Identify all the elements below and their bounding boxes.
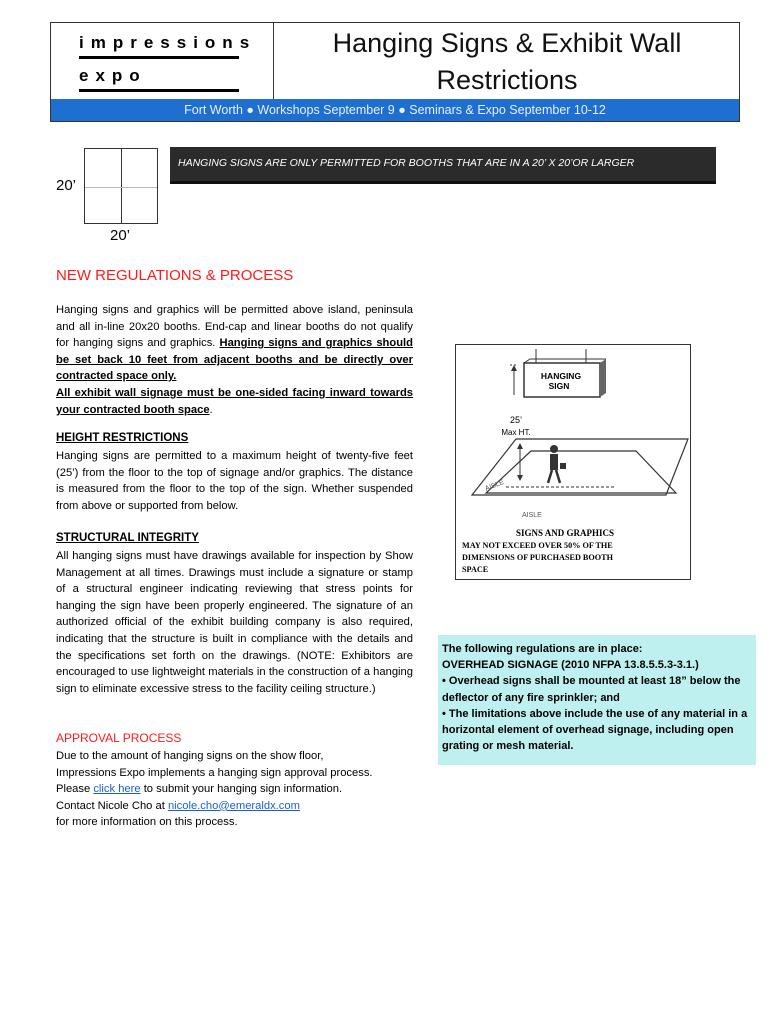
booth-size-notice: HANGING SIGNS ARE ONLY PERMITTED FOR BOOTHS THAT ARE IN A 20’ X 20’OR LARGER CONFIGURATION <box>170 147 716 184</box>
approval-line-4-pre: Contact Nicole Cho at <box>56 799 168 812</box>
booth-divider-vertical <box>121 149 122 223</box>
regulation-item-1: • Overhead signs shall be mounted at least 18” below the deflector of any fire sprinkler; and <box>442 675 741 704</box>
section-heading-new-regulations: NEW REGULATIONS & PROCESS <box>56 267 294 284</box>
logo-rule-bottom <box>79 89 239 92</box>
new-regulations-paragraph <box>56 302 413 418</box>
header <box>50 22 740 122</box>
approval-paragraph <box>56 748 436 831</box>
logo-text-impressions: impressions <box>79 33 257 52</box>
regulation-item-2: • The limitations above include the use of any material in a horizontal element of overhead signage, including open grating or mesh material. <box>442 707 748 753</box>
hanging-sign-figure <box>455 344 691 580</box>
section-heading-approval: APPROVAL PROCESS <box>56 731 182 745</box>
approval-line-3-post: to submit your hanging sign information. <box>140 783 343 796</box>
height-sublabel: Max HT. <box>501 428 531 437</box>
hanging-sign-illustration <box>456 345 690 579</box>
booth-diagram <box>84 148 158 224</box>
figure-caption-3: DIMENSIONS OF PURCHASED BOOTH <box>462 553 613 562</box>
figure-caption-2: MAY NOT EXCEED OVER 50% OF THE <box>462 541 613 550</box>
contact-email-link[interactable]: nicole.cho@emeraldx.com <box>167 799 300 812</box>
sign-label-2: SIGN <box>548 381 570 391</box>
header-divider <box>273 23 274 99</box>
approval-line-5: for more information on this process. <box>56 816 238 829</box>
section-heading-height: HEIGHT RESTRICTIONS <box>56 432 189 444</box>
aisle-label-side: AISLE <box>484 478 506 493</box>
booth-divider-horizontal <box>85 187 157 188</box>
wall-signage-rule: All exhibit wall signage must be one-sided facing inward towards your contracted booth space <box>56 386 413 416</box>
regulations-intro: The following regulations are in place: <box>442 643 643 655</box>
structural-paragraph: All hanging signs must have drawings available for inspection by Show Management at all times. Drawings must include a signature or stamp of a structural engineer indicating reviewing that stress points for hanging the sign have been properly engineered. The signature of an authorized official of the exhibit building company is also required, indicating that the structure is built in compliance with the details and the specifications set forth on the drawings. (NOTE: Exhibitors are encouraged to use lightweight materials in the construction of a hanging sign to eliminate excessive stress to the facility ceiling structure.) <box>56 550 413 695</box>
regulations-box <box>438 635 756 765</box>
logo-text-expo: expo <box>79 66 147 85</box>
approval-line-3-pre: Please <box>56 783 94 796</box>
regulations-code: OVERHEAD SIGNAGE (2010 NFPA 13.8.5.5.3-3.1.) <box>442 659 699 672</box>
setback-rule: Hanging signs and graphics should be set back 10 feet from adjacent booths and be directly over contracted space only. <box>56 337 413 383</box>
sign-label-1: HANGING <box>540 371 582 381</box>
section-heading-structural: STRUCTURAL INTEGRITY <box>56 532 199 544</box>
height-label: 25’ <box>509 415 523 425</box>
aisle-label-bottom: AISLE <box>522 512 542 519</box>
event-banner: Fort Worth ● Workshops September 9 ● Seminars & Expo September 10-12 <box>51 99 739 121</box>
approval-line-2: Impressions Expo implements a hanging sign approval process. <box>56 766 373 779</box>
logo-rule <box>79 56 239 59</box>
page-title <box>275 25 739 99</box>
approval-line-3 <box>56 781 436 798</box>
booth-dimension-side: 20’ <box>56 177 77 194</box>
height-paragraph: Hanging signs are permitted to a maximum height of twenty-five feet (25’) from the floor to the top of signage and/or graphics. The distance is measured from the floor to the top of the sign. Whether suspended from above or supported from below. <box>56 450 413 512</box>
new-regulations-text: Hanging signs and graphics will be permitted above island, peninsula and all in-line 20x20 booths. End-cap and linear booths do not qualify for hanging signs and graphics. <box>56 304 413 350</box>
height-arrow-left <box>510 365 518 395</box>
booth-outline <box>472 439 688 495</box>
approval-line-1: Due to the amount of hanging signs on the show floor, <box>56 750 324 762</box>
title-line-1: Hanging Signs & Exhibit Wall <box>332 28 682 58</box>
logo <box>51 23 273 99</box>
figure-caption-4: SPACE <box>462 565 489 574</box>
title-line-2: Restrictions <box>436 65 578 95</box>
figure-caption-1: SIGNS AND GRAPHICS <box>516 528 615 538</box>
submit-sign-link[interactable]: click here <box>93 783 141 796</box>
booth-dimension-bottom: 20’ <box>110 227 131 244</box>
wall-signage-period: . <box>209 403 213 416</box>
approval-line-4 <box>56 798 436 815</box>
